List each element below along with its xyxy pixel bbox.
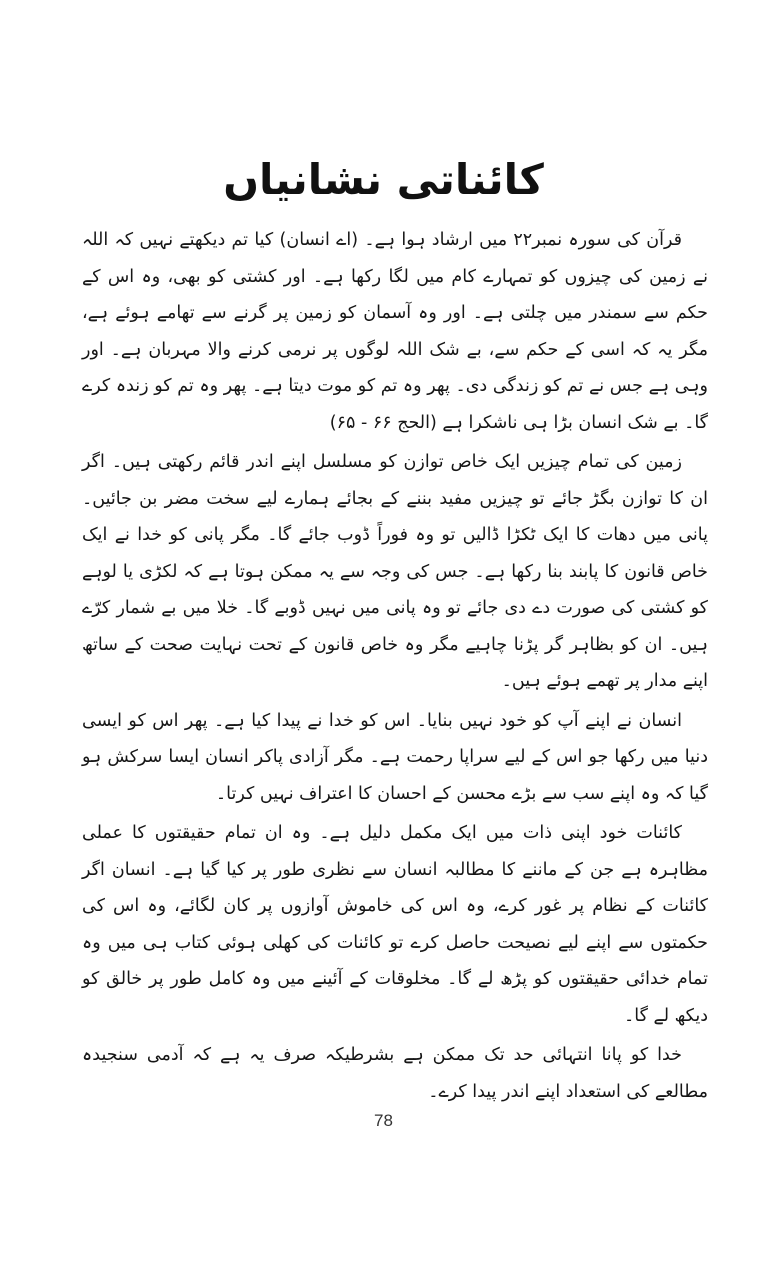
paragraph-4: کائنات خود اپنی ذات میں ایک مکمل دلیل ہے۔ وہ ان تمام حقیقتوں کا عملی مظاہرہ ہے جن کے ماننے کا مطالبہ انسان سے نظری طور پر کیا گیا ہے۔ انسان اگر کائنات کے نظام پر غور کرے، وہ اس کی خاموش آوازوں پر کان لگائے، وہ اس کی حکمتوں سے اپنے لیے نصیحت حاصل کرے تو کائنات کی کھلی ہوئی کتاب ہی میں وہ تمام خدائی حقیقتوں کو پڑھ لے گا۔ مخلوقات کے آئینے میں وہ کامل طور پر خالق کو دیکھ لے گا۔ — [82, 823, 708, 1026]
page-number: 78 — [374, 1111, 393, 1130]
article-body — [82, 222, 708, 1113]
paragraph-3: انسان نے اپنے آپ کو خود نہیں بنایا۔ اس کو خدا نے پیدا کیا ہے۔ پھر اس کو ایسی دنیا میں رکھا جو اس کے لیے سراپا رحمت ہے۔ مگر آزادی پاکر انسان ایسا سرکش ہو گیا کہ وہ اپنے سب سے بڑے محسن کے احسان کا اعتراف نہیں کرتا۔ — [82, 710, 708, 804]
paragraph-2: زمین کی تمام چیزیں ایک خاص توازن کو مسلسل اپنے اندر قائم رکھتی ہیں۔ اگر ان کا توازن بگڑ جائے تو چیزیں مفید بننے کے بجائے ہمارے لیے سخت مضر بن جائیں۔ پانی میں دھات کا ایک ٹکڑا ڈالیں تو وہ فوراً ڈوب جائے گا۔ مگر پانی کو خدا نے ایک خاص قانون کا پابند بنا رکھا ہے۔ جس کی وجہ سے یہ ممکن ہوتا ہے کہ لکڑی یا لوہے کو کشتی کی صورت دے دی جائے تو وہ پانی میں نہیں ڈوبے گا۔ خلا میں بے شمار کرّے ہیں۔ ان کو بظاہر گر پڑنا چاہیے مگر وہ خاص قانون کے تحت نہایت صحت کے ساتھ اپنے مدار پر تھمے ہوئے ہیں۔ — [82, 452, 708, 691]
paragraph-5: خدا کو پانا انتہائی حد تک ممکن ہے بشرطیکہ صرف یہ ہے کہ آدمی سنجیدہ مطالعے کی استعداد اپنے اندر پیدا کرے۔ — [82, 1045, 708, 1102]
page-title: کائناتی نشانیاں — [223, 155, 544, 204]
paragraph-1: قرآن کی سورہ نمبر۲۲ میں ارشاد ہوا ہے۔ (اے انسان) کیا تم دیکھتے نہیں کہ اللہ نے زمین کی چیزوں کو تمہارے کام میں لگا رکھا ہے۔ اور کشتی کو بھی، وہ اس کے حکم سے سمندر میں چلتی ہے۔ اور وہ آسمان کو زمین پر گرنے سے تھامے ہوئے ہے، مگر یہ کہ اسی کے حکم سے، بے شک اللہ لوگوں پر نرمی کرنے والا مہربان ہے۔ اور وہی ہے جس نے تم کو زندگی دی۔ پھر وہ تم کو موت دیتا ہے۔ پھر وہ تم کو زندہ کرے گا۔ بے شک انسان بڑا ہی ناشکرا ہے (الحج ۶۶ - ۶۵) — [82, 230, 708, 433]
